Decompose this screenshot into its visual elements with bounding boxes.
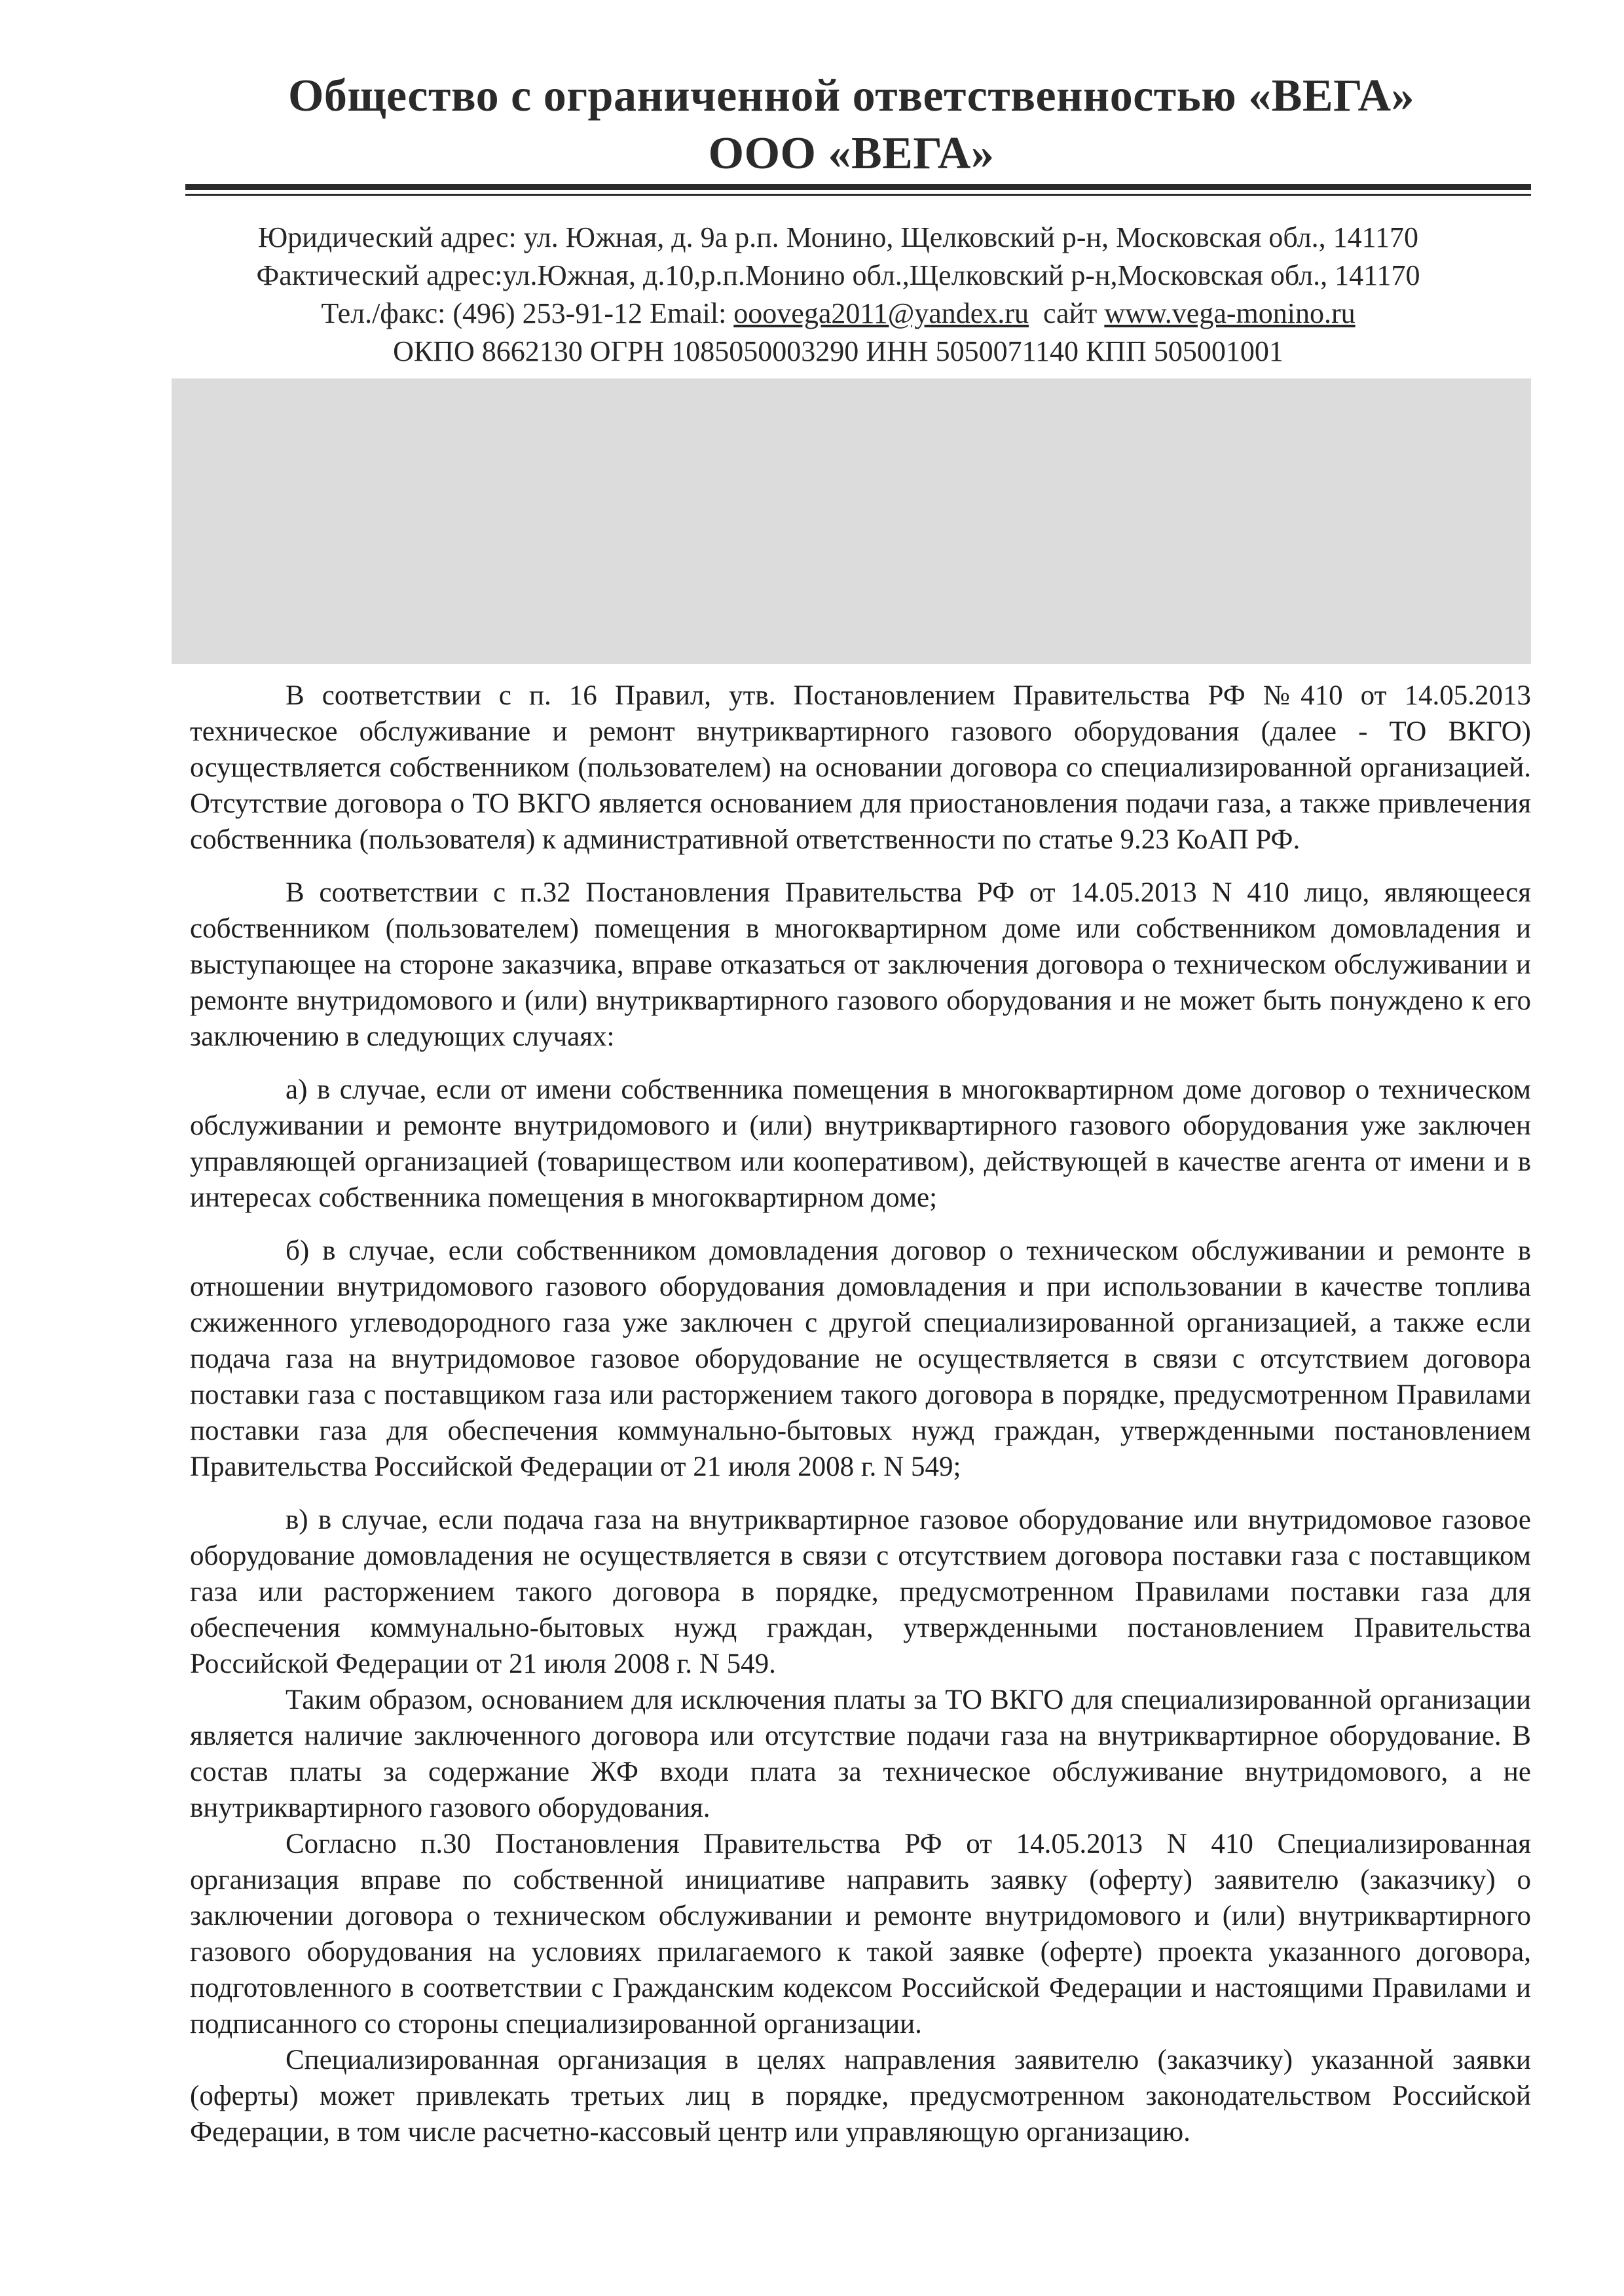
paragraph-case-b: б) в случае, если собственником домовладения договор о техническом обслуживании и ремонте в отношении внутридомового газового оборудования домовладения и при использовании в качестве топлива сжиженного углеводородного газа уже заключен с другой специализированной организацией, а также если подача газа на внутридомовое газовое оборудование не осуществляется в связи с отсутствием договора поставки газа с поставщиком газа или расторжением такого договора в порядке, предусмотренном Правилами поставки газа для обеспечения коммунально-бытовых нужд граждан, утвержденными постановлением Правительства Российской Федерации от 21 июля 2008 г. N 549; (190, 1235, 1531, 1482)
redacted-block (172, 378, 1531, 664)
letter-body (190, 678, 1531, 2150)
paragraph-third-parties: Специализированная организация в целях направления заявителю (заказчику) указанной заявки (оферты) может привлекать третьих лиц в порядке, предусмотренном законодательством Российской Федерации, в том числе расчетно-кассовый центр или управляющую организацию. (190, 2045, 1531, 2147)
paragraph-rule-30: Согласно п.30 Постановления Правительства РФ от 14.05.2013 N 410 Специализированная организация вправе по собственной инициативе направить заявку (оферту) заявителю (заказчику) о заключении договора о техническом обслуживании и ремонте внутридомового и (или) внутриквартирного газового оборудования на условиях прилагаемого к такой заявке (оферте) проекта указанного договора, подготовленного в соответствии с Гражданским кодексом Российской Федерации и настоящими Правилами и подписанного со стороны специализированной организации. (190, 1829, 1531, 2039)
site-label: сайт (1028, 297, 1105, 329)
phone-fax: Тел./факс: (496) 253-91-12 Email: (321, 297, 734, 329)
paragraph-case-a: а) в случае, если от имени собственника помещения в многоквартирном доме договор о техническом обслуживании и ремонте внутридомового и (или) внутриквартирного газового оборудования уже заключен управляющей организацией (товариществом или кооперативом), действующей в качестве агента от имени и в интересах собственника помещения в многоквартирном доме; (190, 1074, 1531, 1213)
contacts-line (131, 295, 1545, 333)
paragraph-rule-32: В соответствии с п.32 Постановления Правительства РФ от 14.05.2013 N 410 лицо, являющееся собственником (пользователем) помещения в многоквартирном доме или собственником домовладения и выступающее на стороне заказчика, вправе отказаться от заключения договора о техническом обслуживании и ремонте внутридомового и (или) внутриквартирного газового оборудования и не может быть понуждено к его заключению в следующих случаях: (190, 877, 1531, 1052)
legal-address: Юридический адрес: ул. Южная, д. 9а р.п. Монино, Щелковский р-н, Московская обл., 141170 (257, 221, 1419, 253)
company-short-name: ООО «ВЕГА» (708, 128, 995, 179)
email-link[interactable]: ooovega2011@yandex.ru (733, 297, 1029, 329)
paragraph-case-v: в) в случае, если подача газа на внутриквартирное газовое оборудование или внутридомовое газовое оборудование домовладения не осуществляется в связи с отсутствием договора поставки газа с поставщиком газа или расторжением такого договора в порядке, предусмотренном Правилами поставки газа для обеспечения коммунально-бытовых нужд граждан, утвержденными постановлением Правительства Российской Федерации от 21 июля 2008 г. N 549. (190, 1504, 1531, 1679)
paragraph-rule-16: В соответствии с п. 16 Правил, утв. Постановлением Правительства РФ №410 от 14.05.2013 техническое обслуживание и ремонт внутриквартирного газового оборудования (далее - ТО ВКГО) осуществляется собственником (пользователем) на основании договора со специализированной организацией. Отсутствие договора о ТО ВКГО является основанием для приостановления подачи газа, а также привлечения собственника (пользователя) к административной ответственности по статье 9.23 КоАП РФ. (190, 680, 1531, 855)
website-link[interactable]: www.vega-monino.ru (1104, 297, 1356, 329)
paragraph-conclusion: Таким образом, основанием для исключения платы за ТО ВКГО для специализированной организации является наличие заключенного договора или отсутствие подачи газа на внутриквартирное оборудование. В состав платы за содержание ЖФ входи плата за техническое обслуживание внутридомового, а не внутриквартирного газового оборудования. (190, 1685, 1531, 1823)
company-full-name: Общество с ограниченной ответственностью «ВЕГА» (287, 71, 1415, 121)
header-divider-thick (185, 184, 1531, 190)
header-divider-thin (185, 194, 1531, 196)
actual-address: Фактический адрес:ул.Южная, д.10,р.п.Монино обл.,Щелковский р-н,Московская обл., 141170 (256, 259, 1420, 291)
registry-codes: ОКПО 8662130 ОГРН 1085050003290 ИНН 5050071140 КПП 505001001 (393, 335, 1283, 367)
